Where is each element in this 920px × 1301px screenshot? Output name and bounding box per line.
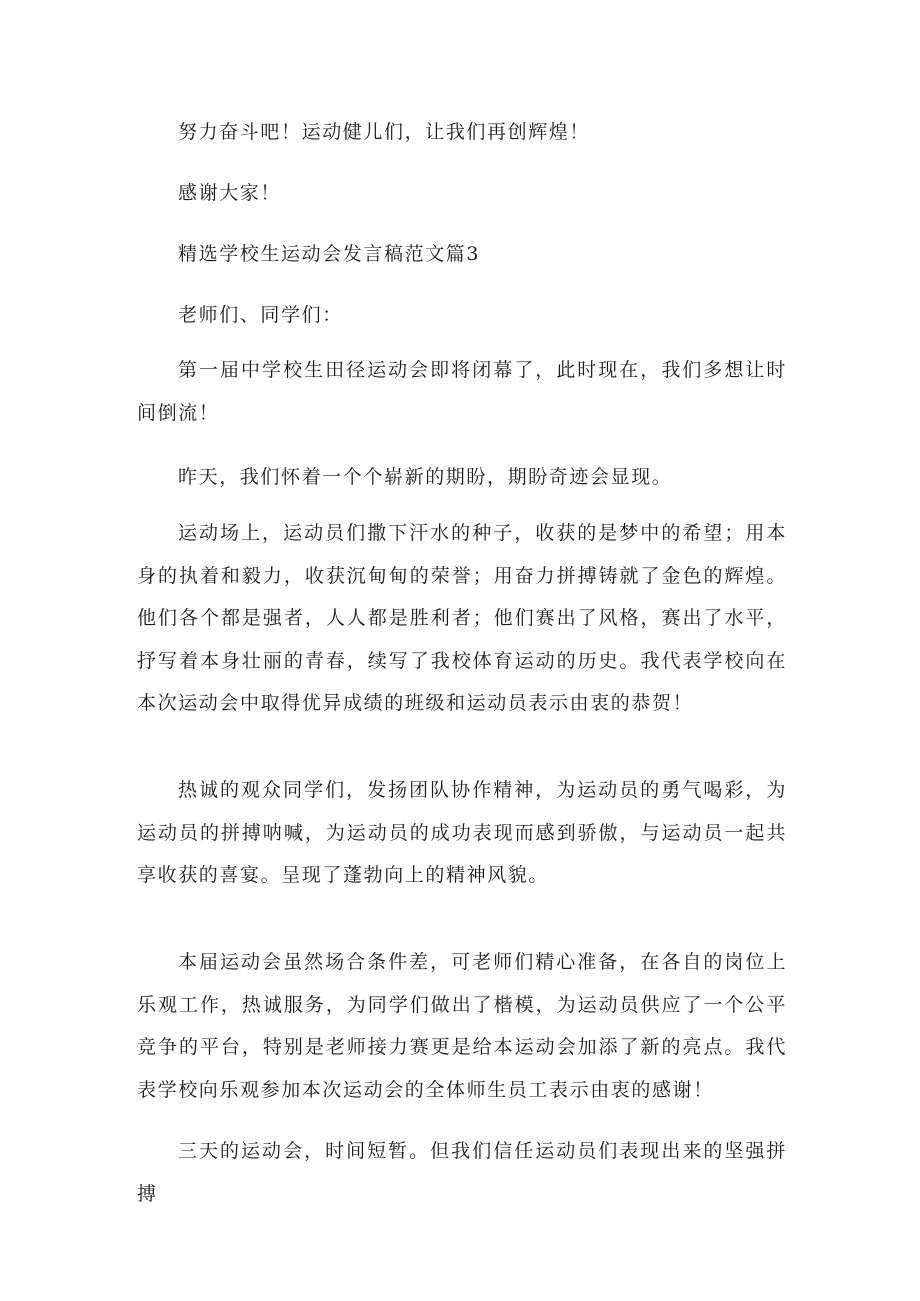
paragraph-three-days: 三天的运动会，时间短暂。但我们信任运动员们表现出来的坚强拼搏 — [137, 1140, 787, 1205]
section-title: 精选学校生运动会发言稿范文篇3 — [178, 243, 481, 265]
paragraph-teachers: 本届运动会虽然场合条件差，可老师们精心准备，在各自的岗位上乐观工作，热诚服务，为同学们做出了楷模，为运动员供应了一个公平竞争的平台，特别是老师接力赛更是给本运动会加添了新的亮点。我代表学校向乐观参加本次运动会的全体师生员工表示由衷的感谢！ — [137, 951, 787, 1101]
closing-cheer: 努力奋斗吧！运动健儿们，让我们再创辉煌！ — [178, 121, 591, 143]
paragraph-yesterday: 昨天，我们怀着一个个崭新的期盼，期盼奇迹会显现。 — [178, 466, 673, 488]
salutation: 老师们、同学们： — [178, 304, 343, 326]
paragraph-closing-ceremony: 第一届中学校生田径运动会即将闭幕了，此时现在，我们多想让时间倒流！ — [137, 359, 787, 424]
paragraph-audience: 热诚的观众同学们，发扬团队协作精神，为运动员的勇气喝彩，为运动员的拼搏呐喊，为运动员的成功表现而感到骄傲，与运动员一起共享收获的喜宴。呈现了蓬勃向上的精神风貌。 — [137, 779, 787, 886]
thanks-line: 感谢大家！ — [178, 182, 282, 204]
paragraph-athletes: 运动场上，运动员们撒下汗水的种子，收获的是梦中的希望；用本身的执着和毅力，收获沉甸甸的荣誉；用奋力拼搏铸就了金色的辉煌。他们各个都是强者，人人都是胜利者；他们赛出了风格，赛出了水平，抒写着本身壮丽的青春，续写了我校体育运动的历史。我代表学校向在本次运动会中取得优异成绩的班级和运动员表示由衷的恭贺！ — [137, 522, 787, 714]
